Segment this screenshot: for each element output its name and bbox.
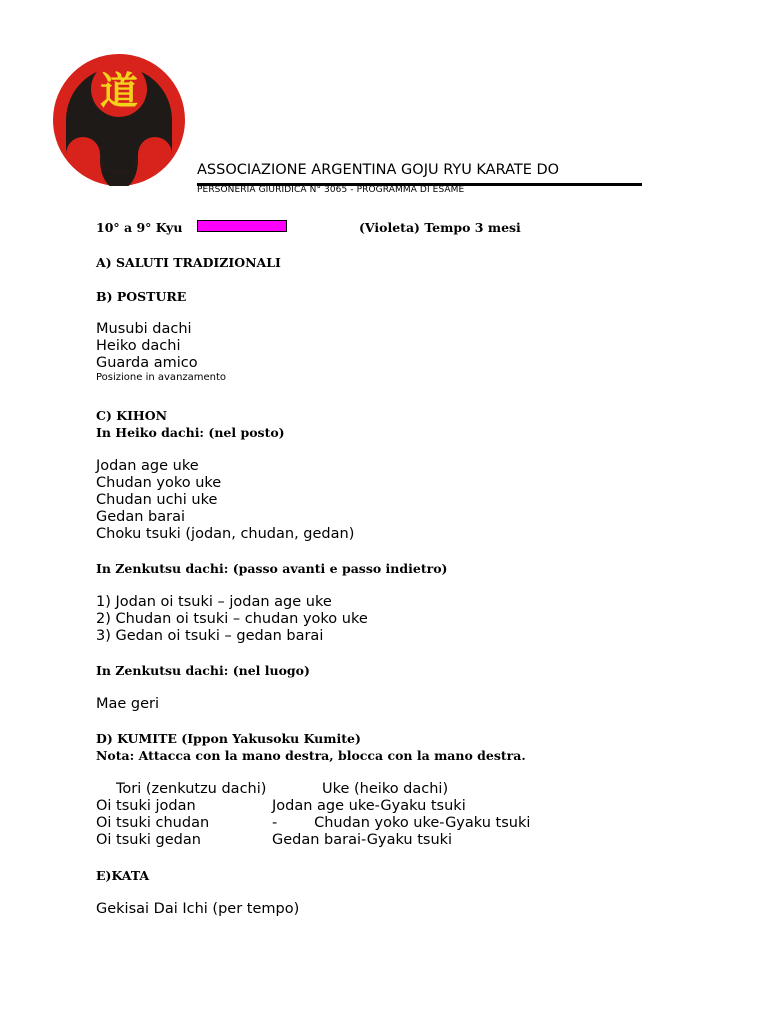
kihon-heiko-list xyxy=(96,458,354,543)
kumite-uke-cell: Jodan age uke-Gyaku tsuki xyxy=(272,798,466,814)
section-b-title: B) POSTURE xyxy=(96,289,187,304)
list-item: Musubi dachi xyxy=(96,321,192,337)
posture-note: Posizione in avanzamento xyxy=(96,372,227,383)
kihon-zenkutsu-list xyxy=(96,594,368,645)
kumite-tori-cell: Oi tsuki jodan xyxy=(96,798,196,814)
section-e-title: E)KATA xyxy=(96,868,150,883)
kumite-tori-cell: Oi tsuki chudan xyxy=(96,815,210,831)
section-c-title: C) KIHON xyxy=(96,408,168,423)
kumite-uke-header: Uke (heiko dachi) xyxy=(322,781,449,797)
organization-title: ASSOCIAZIONE ARGENTINA GOJU RYU KARATE DO xyxy=(197,162,560,178)
list-item: Mae geri xyxy=(96,696,160,712)
section-a-title: A) SALUTI TRADIZIONALI xyxy=(96,255,281,270)
list-item: Heiko dachi xyxy=(96,338,181,354)
list-item: Guarda amico xyxy=(96,355,198,371)
logo-kanji: 道 xyxy=(99,69,139,113)
kumite-uke-cell: Gedan barai-Gyaku tsuki xyxy=(272,832,453,848)
list-item: Jodan age uke xyxy=(96,458,199,474)
list-item: 1) Jodan oi tsuki – jodan age uke xyxy=(96,594,332,610)
kumite-uke-cell: - Chudan yoko uke-Gyaku tsuki xyxy=(272,815,531,831)
kumite-tori-header: Tori (zenkutzu dachi) xyxy=(116,781,267,797)
posture-list xyxy=(96,321,198,372)
belt-label: (Violeta) Tempo 3 mesi xyxy=(359,220,521,235)
section-d-title: D) KUMITE (Ippon Yakusoku Kumite) xyxy=(96,731,361,746)
grade-range: 10° a 9° Kyu xyxy=(96,220,183,235)
dojo-logo xyxy=(52,54,186,186)
list-item: Choku tsuki (jodan, chudan, gedan) xyxy=(96,526,355,542)
kihon-heiko-subtitle: In Heiko dachi: (nel posto) xyxy=(96,425,285,440)
list-item: 3) Gedan oi tsuki – gedan barai xyxy=(96,628,324,644)
organization-subtitle: PERSONERIA GIURIDICA N° 3065 - PROGRAMMA DI ESAME xyxy=(197,185,465,195)
kumite-tori-cell: Oi tsuki gedan xyxy=(96,832,201,848)
list-item: Chudan uchi uke xyxy=(96,492,218,508)
list-item: 2) Chudan oi tsuki – chudan yoko uke xyxy=(96,611,368,627)
list-item: Chudan yoko uke xyxy=(96,475,222,491)
list-item: Gedan barai xyxy=(96,509,186,525)
kihon-zenkutsu-subtitle: In Zenkutsu dachi: (passo avanti e passo indietro) xyxy=(96,561,448,576)
kihon-luogo-subtitle: In Zenkutsu dachi: (nel luogo) xyxy=(96,663,310,678)
kata-item: Gekisai Dai Ichi (per tempo) xyxy=(96,901,300,917)
belt-color-swatch xyxy=(197,220,287,232)
kihon-luogo-list xyxy=(96,696,159,713)
kumite-note: Nota: Attacca con la mano destra, blocca con la mano destra. xyxy=(96,748,526,763)
